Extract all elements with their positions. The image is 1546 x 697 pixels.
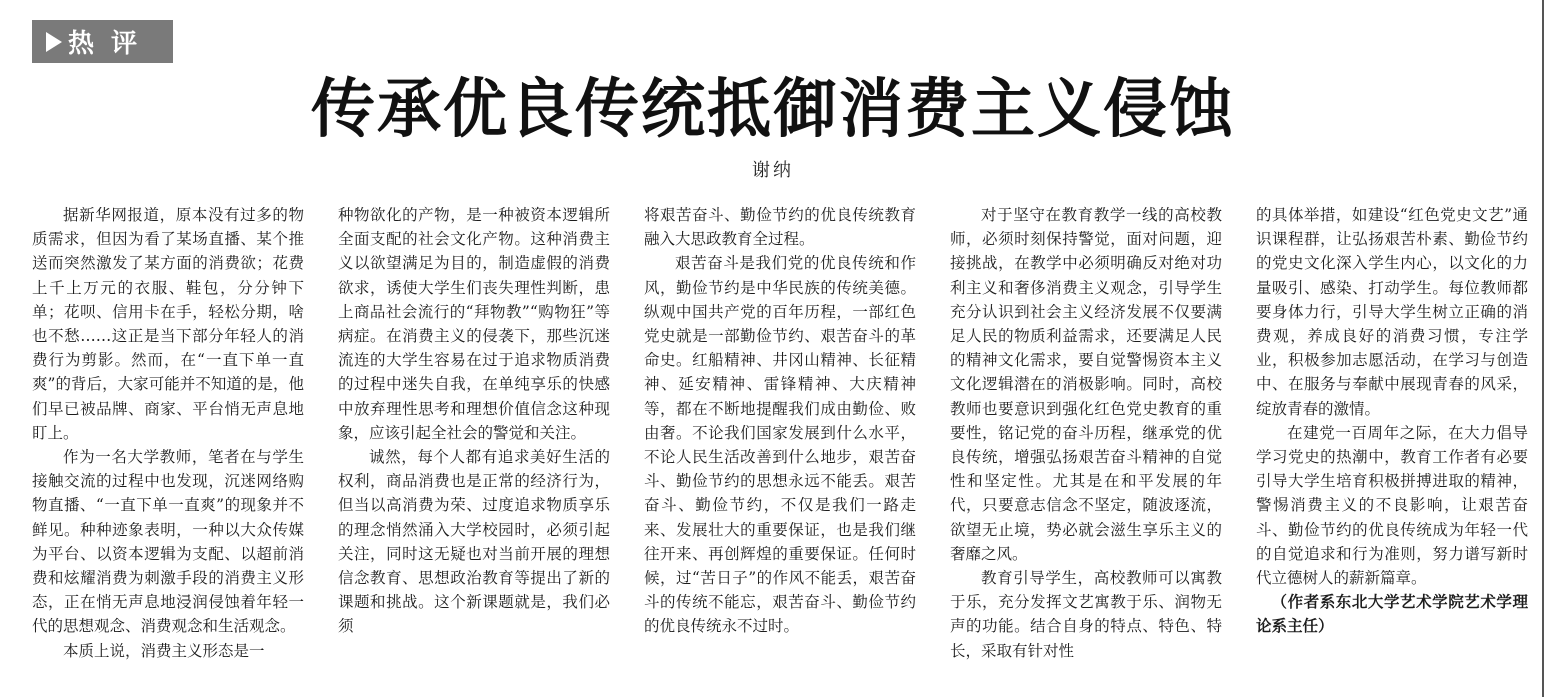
author-byline: 谢纳 bbox=[752, 160, 794, 181]
play-triangle-icon bbox=[46, 32, 62, 52]
paragraph: 对于坚守在教育教学一线的高校教师，必须时刻保持警觉，面对问题，迎接挑战，在教学中必须明确反对绝对功利主义和奢侈消费主义观念，引导学生充分认识到社会主义经济发展不仅要满足人民的物质利益需求，还要满足人民的精神文化需求，要自觉警惕资本主义文化逻辑潜在的消极影响。同时，高校教师也要意识到强化红色党史教育的重要性，铭记党的奋斗历程，继承党的优良传统，增强弘扬艰苦奋斗精神的自觉性和坚定性。尤其是在和平发展的年代，只要意志信念不坚定，随波逐流，欲望无止境，势必就会滋生享乐主义的奢靡之风。 bbox=[950, 206, 1222, 563]
paragraph: 据新华网报道，原本没有过多的物质需求，但因为看了某场直播、某个推送而突然激发了某方面的消费欲；花费上千上万元的衣服、鞋包，分分钟下单；花呗、信用卡在手，轻松分期，啥也不愁……这正是当下部分年轻人的消费行为剪影。然而，在“一直下单一直爽”的背后，大家可能并不知道的是，他们早已被品牌、商家、平台悄无声息地盯上。 bbox=[32, 206, 304, 442]
paragraph: 艰苦奋斗是我们党的优良传统和作风，勤俭节约是中华民族的传统美德。纵观中国共产党的百年历程，一部红色党史就是一部勤俭节约、艰苦奋斗的革命史。红船精神、井冈山精神、长征精神、延安精神、雷锋精神、大庆精神等，都在不断地提醒我们成由勤俭、败由奢。不论我们国家发展到什么水平，不论人民生活改善到什么地步，艰苦奋斗、勤俭节约的思想永远不能丢。艰苦奋斗、勤俭节约，不仅是我们一路走来、发展壮大的重要保证，也是我们继往开来、再创辉煌的重要保证。任何时候，过“苦日子”的作风不能丢，艰苦奋斗的传统不能忘，艰苦奋斗、勤俭节约的优良传统永不过时。 bbox=[644, 254, 916, 636]
author-signature: （作者系东北大学艺术学院艺术学理论系主任） bbox=[1256, 593, 1528, 636]
column-1 bbox=[32, 203, 304, 683]
column-3 bbox=[644, 203, 916, 683]
page-edge-divider bbox=[1542, 0, 1544, 697]
paragraph-continued: 的具体举措，如建设“红色党史文艺”通识课程群，让弘扬艰苦朴素、勤俭节约的党史文化深入学生内心，以文化的力量吸引、感染、打动学生。每位教师都要身体力行，引导大学生树立正确的消费观，养成良好的消费习惯，专注学业，积极参加志愿活动，在学习与创造中、在服务与奉献中展现青春的风采，绽放青春的激情。 bbox=[1256, 206, 1528, 418]
paragraph: 本质上说，消费主义形态是一 bbox=[63, 641, 265, 660]
section-tag-label: 热 评 bbox=[68, 29, 142, 59]
paragraph: 诚然，每个人都有追求美好生活的权利，商品消费也是正常的经济行为，但当以高消费为荣、过度追求物质享乐的理念悄然涌入大学校园时，必须引起关注，同时这无疑也对当前开展的理想信念教育、思想政治教育等提出了新的课题和挑战。这个新课题就是，我们必须 bbox=[338, 448, 610, 636]
column-4 bbox=[950, 203, 1222, 683]
paragraph-continued: 种物欲化的产物，是一种被资本逻辑所全面支配的社会文化产物。这种消费主义以欲望满足为目的，制造虚假的消费欲求，诱使大学生们丧失理性判断，患上商品社会流行的“拜物教”“购物狂”等病症。在消费主义的侵袭下，那些沉迷流连的大学生容易在过于追求物质消费的过程中迷失自我，在单纯享乐的快感中放弃理性思考和理想价值信念这种现象，应该引起全社会的警觉和关注。 bbox=[338, 206, 610, 442]
section-tag bbox=[32, 20, 173, 63]
column-2 bbox=[338, 203, 610, 683]
article-body bbox=[32, 203, 1530, 683]
paragraph: 在建党一百周年之际，在大力倡导学习党史的热潮中，教育工作者有必要引导大学生培育积极拼搏进取的精神，警惕消费主义的不良影响，让艰苦奋斗、勤俭节约的优良传统成为年轻一代的自觉追求和行为准则，努力谱写新时代立德树人的薪新篇章。 bbox=[1256, 423, 1528, 588]
article-headline: 传承优良传统抵御消费主义侵蚀 bbox=[311, 72, 1235, 147]
paragraph-continued: 将艰苦奋斗、勤俭节约的优良传统教育融入大思政教育全过程。 bbox=[644, 206, 916, 249]
column-5 bbox=[1256, 203, 1528, 683]
paragraph: 作为一名大学教师，笔者在与学生接触交流的过程中也发现，沉迷网络购物直播、“一直下单一直爽”的现象并不鲜见。种种迹象表明，一种以大众传媒为平台、以资本逻辑为支配、以超前消费和炫耀消费为刺激手段的消费主义形态，正在悄无声息地浸润侵蚀着年轻一代的思想观念、消费观念和生活观念。 bbox=[32, 448, 304, 636]
paragraph: 教育引导学生，高校教师可以寓教于乐，充分发挥文艺寓教于乐、润物无声的功能。结合自身的特点、特色、特长，采取有针对性 bbox=[950, 569, 1222, 660]
